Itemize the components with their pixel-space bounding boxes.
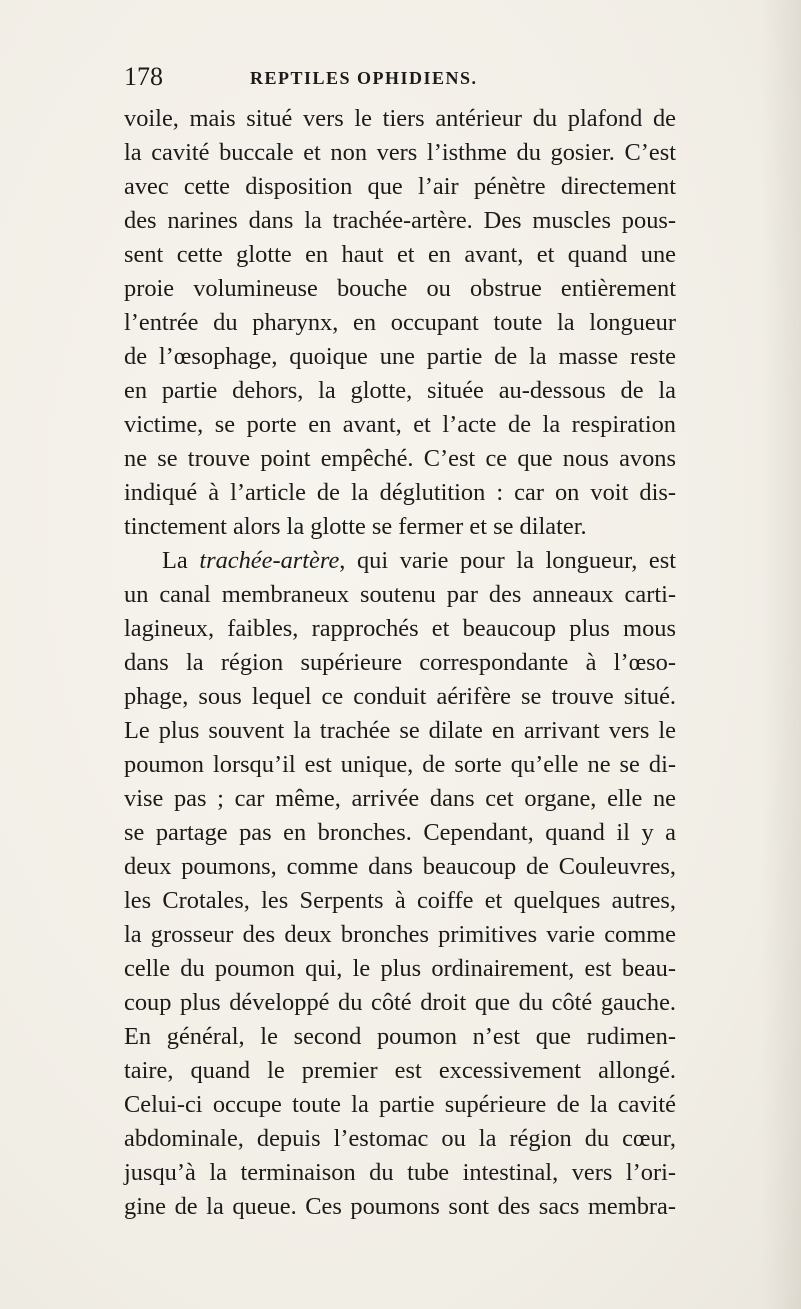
running-title: REPTILES OPHIDIENS. — [250, 68, 478, 88]
text-line: la cavité buccale et non vers l’isthme du gosier. C’est — [124, 139, 676, 166]
text-line: lagineux, faibles, rapprochés et beaucoup plus mous — [124, 615, 676, 642]
text-line: Celui-ci occupe toute la partie supérieure de la cavité — [124, 1091, 676, 1118]
lead-word: La — [162, 547, 188, 574]
page-edge-shadow — [761, 0, 801, 1309]
text-line: poumon lorsqu’il est unique, de sorte qu’elle ne se di- — [124, 751, 676, 778]
text-line: dans la région supérieure correspondante à l’œso- — [124, 649, 676, 676]
text-line: l’entrée du pharynx, en occupant toute la longueur — [124, 309, 676, 336]
text-line: ne se trouve point empêché. C’est ce que nous avons — [124, 445, 676, 472]
running-head — [124, 60, 684, 100]
page-number: 178 — [124, 62, 163, 91]
text-line: vise pas ; car même, arrivée dans cet organe, elle ne — [124, 785, 676, 812]
text-line: la grosseur des deux bronches primitives varie comme — [124, 921, 676, 948]
text-line: jusqu’à la terminaison du tube intestinal, vers l’ori- — [124, 1159, 676, 1186]
text-line: voile, mais situé vers le tiers antérieur du plafond de — [124, 105, 676, 132]
text-line: coup plus développé du côté droit que du côté gauche. — [124, 989, 676, 1016]
text-line: sent cette glotte en haut et en avant, et quand une — [124, 241, 676, 268]
text-line: Le plus souvent la trachée se dilate en arrivant vers le — [124, 717, 676, 744]
text-line: un canal membraneux soutenu par des anneaux carti- — [124, 581, 676, 608]
text-line: proie volumineuse bouche ou obstrue entièrement — [124, 275, 676, 302]
paragraph-end-line: tinctement alors la glotte se fermer et se dilater. — [124, 513, 587, 540]
line-rest: , qui varie pour la longueur, est — [339, 547, 676, 574]
text-line: avec cette disposition que l’air pénètre directement — [124, 173, 676, 200]
text-line: de l’œsophage, quoique une partie de la masse reste — [124, 343, 676, 370]
text-line: indiqué à l’article de la déglutition : car on voit dis- — [124, 479, 676, 506]
text-line: gine de la queue. Ces poumons sont des sacs membra- — [124, 1193, 676, 1220]
text-line: celle du poumon qui, le plus ordinairement, est beau- — [124, 955, 676, 982]
text-line: abdominale, depuis l’estomac ou la région du cœur, — [124, 1125, 676, 1152]
text-line: phage, sous lequel ce conduit aérifère se trouve situé. — [124, 683, 676, 710]
text-line: taire, quand le premier est excessivement allongé. — [124, 1057, 676, 1084]
paragraph-start-line — [124, 544, 676, 578]
text-line: se partage pas en bronches. Cependant, quand il y a — [124, 819, 676, 846]
text-line: En général, le second poumon n’est que rudimen- — [124, 1023, 676, 1050]
text-line: les Crotales, les Serpents à coiffe et quelques autres, — [124, 887, 676, 914]
text-line: victime, se porte en avant, et l’acte de la respiration — [124, 411, 676, 438]
text-line: en partie dehors, la glotte, située au-dessous de la — [124, 377, 676, 404]
italic-term: trachée-artère — [199, 547, 340, 574]
body-text — [124, 102, 676, 1224]
text-line: deux poumons, comme dans beaucoup de Couleuvres, — [124, 853, 676, 880]
text-line: des narines dans la trachée-artère. Des muscles pous- — [124, 207, 676, 234]
